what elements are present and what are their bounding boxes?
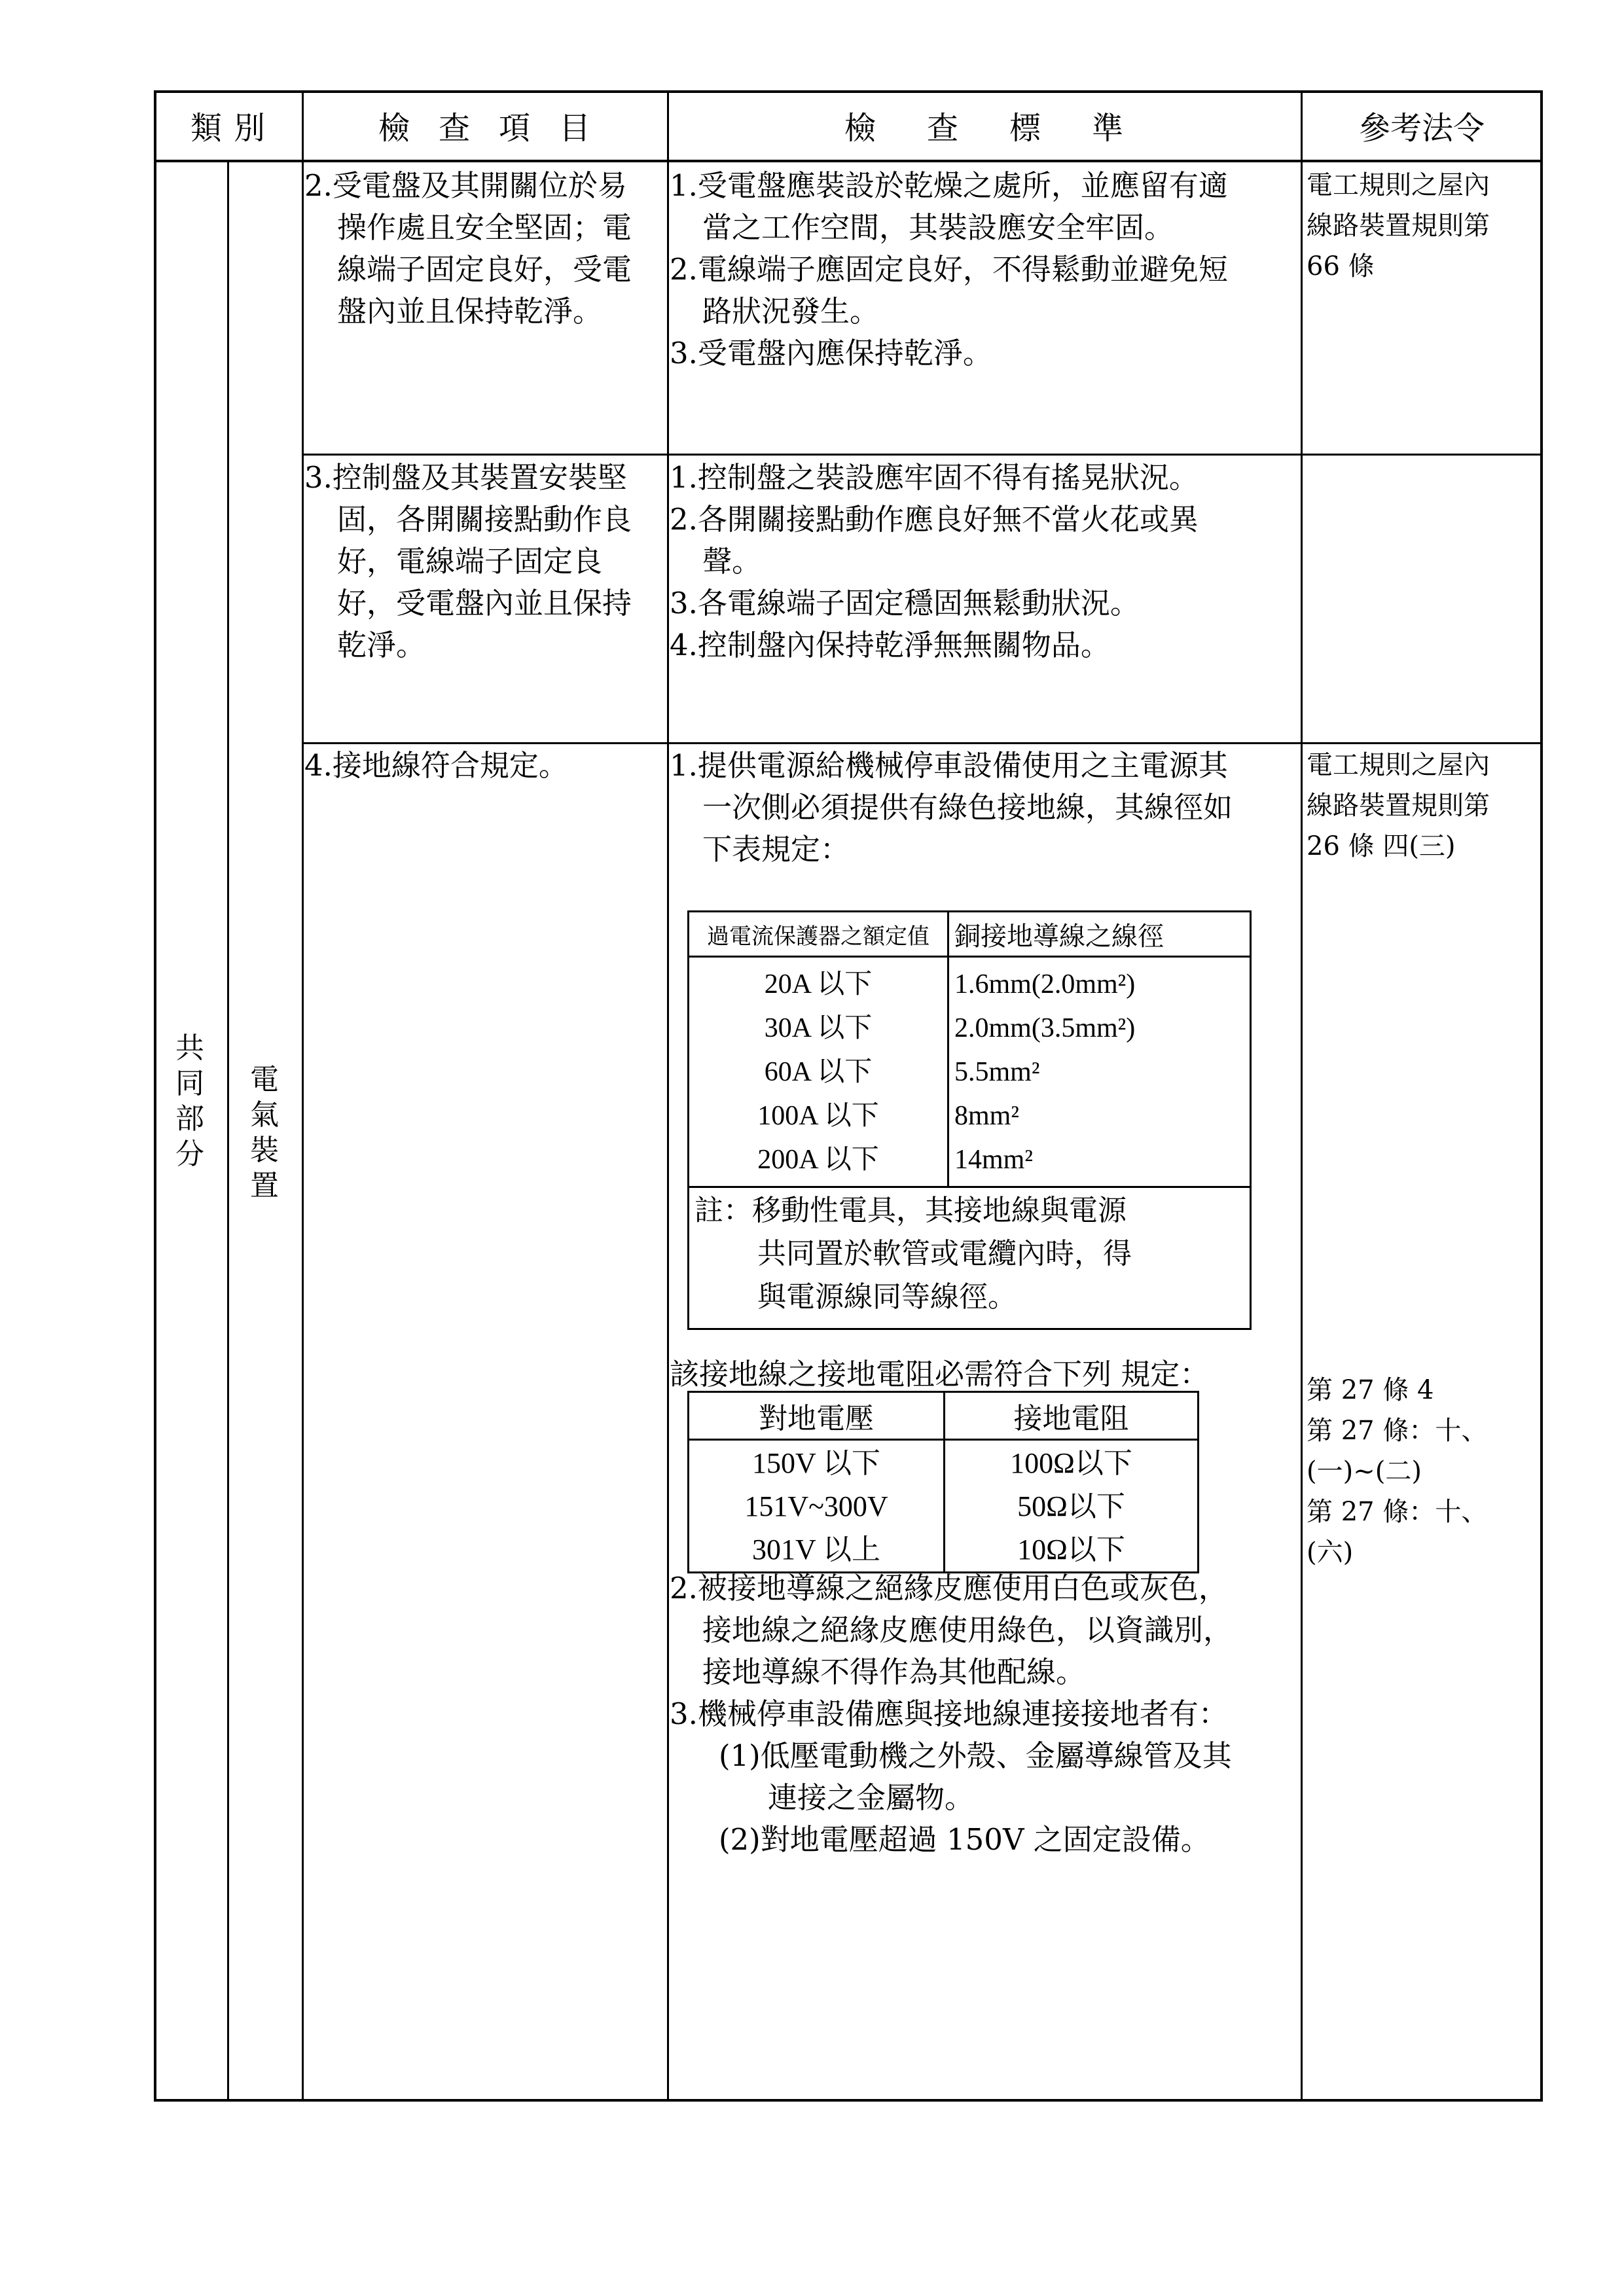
row-divider-1 [302,454,1543,456]
resistance-value-column [945,1440,1199,1573]
resistance-table-header-voltage: 對地電壓 [689,1392,945,1440]
table-cell: 151V~300V [744,1490,888,1522]
ground-resistance-table [687,1391,1199,1573]
header-reference: 參考法令 [1358,109,1485,147]
table-cell: 8mm² [954,1101,1019,1131]
ground-table-header-diameter: 銅接地導線之線徑 [948,912,1251,957]
table-cell: 20A 以下 [764,969,873,999]
table-cell: 30A 以下 [764,1013,873,1043]
row2-item: 3.控制盤及其裝置安裝堅 固，各開關接點動作良 好，電線端子固定良 好，受電盤內並且保持 乾淨。 [304,460,632,662]
header-item: 檢查項目 [378,109,619,147]
table-cell: 10Ω以下 [1017,1534,1125,1566]
row1-reference: 電工規則之屋內 線路裝置規則第 66 條 [1307,170,1490,281]
header-category: 類別 [190,109,277,147]
table-cell: 1.6mm(2.0mm²) [954,969,1136,999]
row1-item: 2.受電盤及其開關位於易 操作處且安全堅固；電 線端子固定良好，受電 盤內並且保持乾淨。 [304,168,632,329]
divider-category-sub [227,160,229,2102]
ground-conductor-table [687,910,1252,1330]
row3-standard-intro: 1.提供電源給機械停車設備使用之主電源其 一次側必須提供有綠色接地線，其線徑如 下表規定： [670,748,1233,867]
ground-table-rating-column [689,957,948,1187]
row3-standard-rest: 2.被接地導線之絕緣皮應使用白色或灰色， 接地線之絕緣皮應使用綠色，以資識別， 接地導線不得作為其他配線。 3.機械停車設備應與接地線連接接地者有： (1)低壓電動機之外殼、金屬導線管及其 連接之金屬物。 (2)對地電壓超過 150V 之固定設備。 [670,1571,1233,1857]
table-cell: 60A 以下 [764,1057,873,1087]
table-cell: 100Ω以下 [1010,1447,1132,1479]
row3-reference-articles: 第 27 條 4 第 27 條：十、 (一)~(二) 第 27 條：十、 (六) [1307,1375,1488,1568]
divider-reference [1301,90,1303,2102]
resistance-intro: 該接地線之接地電阻必需符合下列 規定： [670,1357,1210,1391]
table-cell: 100A 以下 [757,1101,879,1131]
row1-standard: 1.受電盤應裝設於乾燥之處所，並應留有適 當之工作空間，其裝設應安全牢固。 2.電線端子應固定良好，不得鬆動並避免短 路狀況發生。 3.受電盤內應保持乾淨。 [670,168,1228,370]
ground-table-diameter-column [948,957,1251,1187]
ground-table-note: 註：移動性電具，其接地線與電源 共同置於軟管或電纜內時，得 與電源線同等線徑。 [689,1187,1251,1329]
resistance-voltage-column [689,1440,945,1573]
divider-standard [667,90,669,2102]
table-cell: 150V 以下 [752,1447,880,1479]
table-cell: 5.5mm² [954,1057,1040,1087]
resistance-table-header-resistance: 接地電阻 [945,1392,1199,1440]
table-cell: 200A 以下 [757,1145,879,1175]
row-divider-2 [302,742,1543,744]
ground-table-header-rating: 過電流保護器之額定值 [689,912,948,957]
row3-reference: 電工規則之屋內 線路裝置規則第 26 條 四(三) [1307,750,1490,861]
category-main-label: 共 同 部 分 [175,1031,204,1171]
category-sub-label: 電 氣 裝 置 [250,1063,279,1202]
row2-standard: 1.控制盤之裝設應牢固不得有搖晃狀況。 2.各開關接點動作應良好無不當火花或異 聲。 3.各電線端子固定穩固無鬆動狀況。 4.控制盤內保持乾淨無無關物品。 [670,460,1199,662]
divider-item [302,90,304,2102]
table-cell: 2.0mm(3.5mm²) [954,1013,1136,1043]
table-cell: 301V 以上 [752,1534,880,1566]
header-standard: 檢查標準 [844,109,1174,147]
table-cell: 14mm² [954,1145,1033,1175]
row3-item: 4.接地線符合規定。 [304,748,568,783]
header-divider [154,160,1543,162]
table-cell: 50Ω以下 [1017,1490,1125,1522]
